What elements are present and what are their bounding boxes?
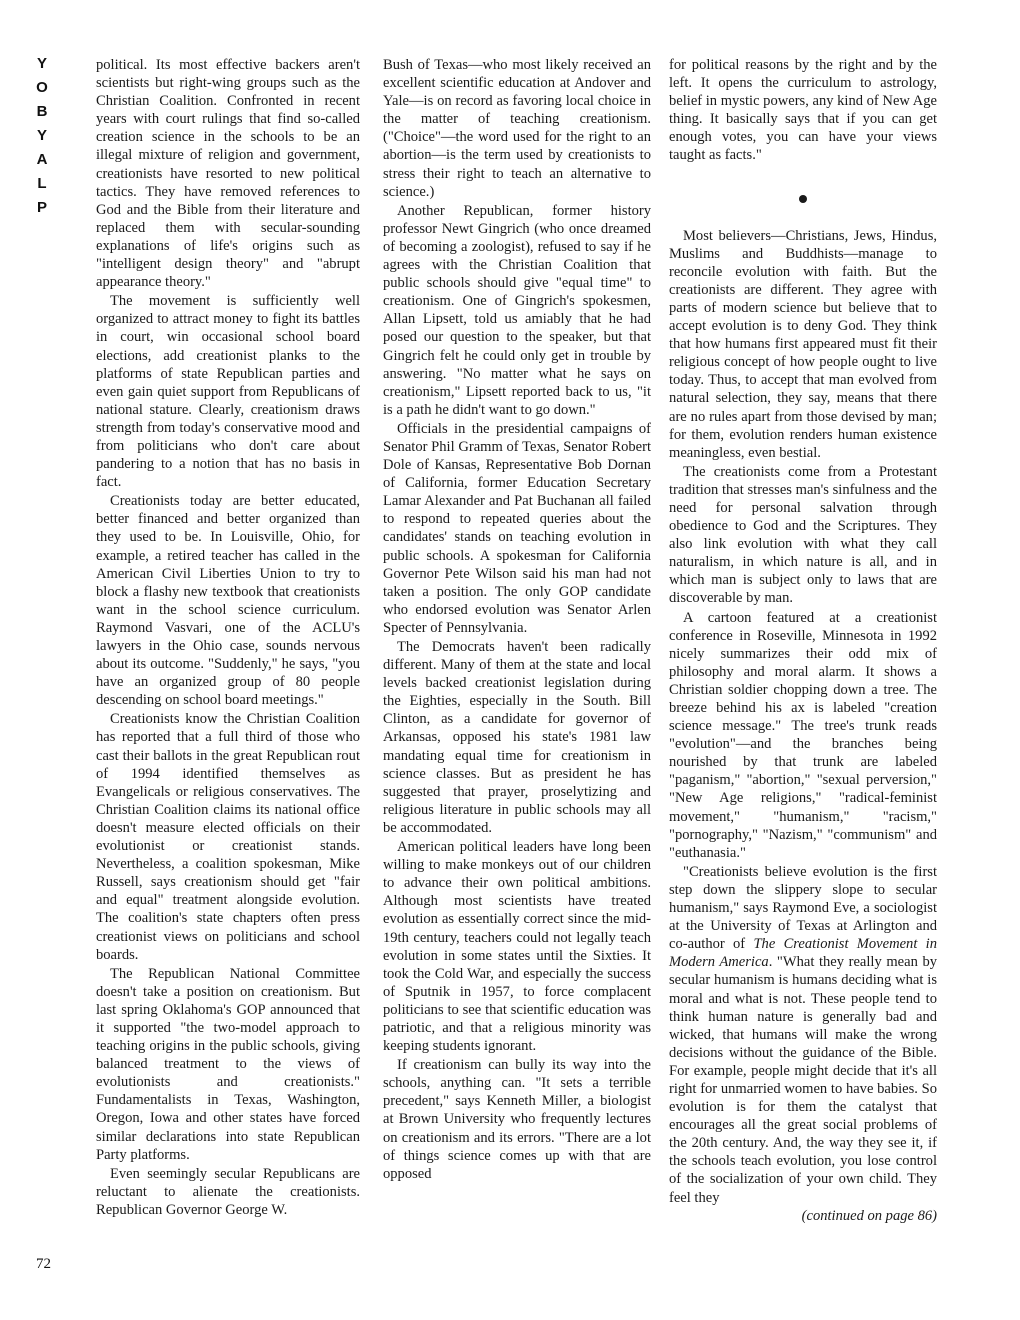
paragraph: The Democrats haven't been radically different. Many of them at the state and local levels backed creationist legislation during the Eighties, especially in the South. Bill Clinton, as a candidate for governor of Arkansas, opposed his state's 1981 law mandating equal time for creationism in science classes. But as president he has suggested that prayer, proselytizing and religious literature in public schools may all be accommodated.	[383, 639, 651, 836]
magazine-masthead	[30, 52, 54, 220]
paragraph: Creationists today are better educated, better financed and better organized than they used to be. In Louisville, Ohio, for example, a retired teacher has called in the American Civil Liberties Union to try to block a flashy new textbook that creationists want in the school science curriculum. Raymond Vasvari, one of the ACLU's lawyers in the Ohio case, sounds nervous about its outcome. "Suddenly," he says, "you have an organized group of 80 people descending on school board meetings."	[96, 493, 360, 709]
masthead-letter: L	[37, 175, 47, 192]
paragraph: American political leaders have long been willing to make monkeys out of our children to advance their own political ambitions. Although most scientists have treated evolution as essentially correct since the mid-19th century, teachers could not legally teach evolution in some states until the Sixties. It took the Cold War, and especially the success of Sputnik in 1957, to force complacent politicians to see that scientific education was patriotic, and that a religious minority was keeping students ignorant.	[383, 839, 651, 1055]
paragraph: Creationists know the Christian Coalition has reported that a full third of those who cast their ballots in the great Republican rout of 1994 identified themselves as Evangelicals or religious conservatives. The Christian Coalition claims its national office doesn't measure elected officials on their evolutionist or creationist stands. Nevertheless, a coalition spokesman, Mike Russell, says creationism should get "fair and equal" treatment alongside evolution. The coalition's state chapters often press creationist views on politicians and school boards.	[96, 711, 360, 963]
text-column-3	[669, 56, 937, 1225]
paragraph: If creationism can bully its way into the schools, anything can. "It sets a terrible precedent," says Kenneth Miller, a biologist at Brown University who frequently lectures on creationism and its errors. "There are a lot of things science comes up with that are opposed	[383, 1057, 651, 1182]
paragraph: The Republican National Committee doesn't take a position on creationism. But last spring Oklahoma's GOP announced that it supported "the two-model approach to teaching origins in the public schools, giving balanced treatment to the views of evolutionists and creationists." Fundamentalists in Texas, Washington, Oregon, Iowa and other states have forced similar declarations into state Republican Party platforms.	[96, 965, 360, 1163]
continued-note: (continued on page 86)	[801, 1207, 937, 1224]
paragraph: Even seemingly secular Republicans are reluctant to alienate the creationists. Republican Governor George W.	[96, 1165, 360, 1218]
paragraph: for political reasons by the right and by the left. It opens the curriculum to astrology, belief in mystic powers, any kind of New Age thing. It basically says that if you can get enough votes, you can have your views taught as facts."	[669, 57, 937, 164]
masthead-letter: B	[36, 103, 48, 120]
text-column-2	[383, 56, 651, 1183]
paragraph: Bush of Texas—who most likely received an excellent scientific education at Andover and Yale—is on record as favoring local choice in the matter of teaching creationism. ("Choice"—the word used for the right to an abortion—is the term used by creationists to stress their right to teach an alternative to science.)	[383, 57, 651, 200]
paragraph: "Creationists believe evolution is the first step down the slippery slope to secular humanism," says Raymond Eve, a sociologist at the University of Texas at Arlington and co-author of The Creationist Movement in Modern America. "What they really mean by secular humanism is humans deciding what is moral and what is not. These people tend to think human nature is generally bad and wicked, that humans will make the wrong decisions without the guidance of the Bible. For example, people might decide that it's all right for unmarried women to have babies. So evolution is for them the catalyst that encourages all the great social problems of the 20th century. And, the way they see it, if the schools teach evolution, you lose control of the socialization of your own child. They feel they	[669, 863, 937, 1206]
paragraph: political. Its most effective backers aren't scientists but right-wing groups such as the Christian Coalition. Confronted in recent years with court rulings that find so-called creation science in the schools to be an illegal mixture of religion and government, creationists have resorted to new political tactics. They have removed references to God and the Bible from their literature and replaced them with secular-sounding explanations of life's origins such as "intelligent design theory" and "abrupt appearance theory."	[96, 57, 360, 291]
page-number: 72	[36, 1256, 51, 1272]
paragraph: A cartoon featured at a creationist conference in Roseville, Minnesota in 1992 nicely summarizes their odd mix of philosophy and moral alarm. It shows a Christian soldier chopping down a tree. The breeze behind his ax is labeled "creation science message." The tree's trunk reads "evolution"—and the branches being nourished by that trunk are labeled "paganism," "abortion," "sexual perversion," "New Age religions," "radical-feminist movement," "humanism," "racism," "pornography," "Nazism," "communism" and "euthanasia."	[669, 609, 937, 861]
paragraph: The movement is sufficiently well organized to attract money to fight its battles in court, win occasional school board elections, add creationist planks to the platforms of state Republican parties and even gain quiet support from Republicans of national stature. Clearly, creationism draws strength from today's conservative mood and from politicians who don't care about pandering to a notion that has no basis in fact.	[96, 293, 360, 491]
masthead-letter: P	[36, 199, 47, 216]
paragraph: Most believers—Christians, Jews, Hindus, Muslims and Buddhists—manage to reconcile evolution with faith. But the creationists are different. They agree with parts of modern science but believe that to accept evolution is to deny God. They think that how humans first appeared must fit their religious concept of how people ought to live today. Thus, to accept that man evolved from natural selection, they say, means that there are no rules apart from those devised by man; for them, evolution renders human existence meaningless, even bestial.	[669, 227, 937, 461]
paragraph: The creationists come from a Protestant tradition that stresses man's sinfulness and the need for personal salvation through obedience to God and the Scriptures. They also link evolution with what they call naturalism, in which nature is all, and in which man is subject only to laws that are discoverable by man.	[669, 463, 937, 607]
section-break-bullet	[799, 195, 807, 203]
paragraph: Officials in the presidential campaigns of Senator Phil Gramm of Texas, Senator Robert Dole of Kansas, Representative Bob Dornan of California, former Education Secretary Lamar Alexander and Pat Buchanan all failed to respond to repeated queries about the candidates' stands on teaching evolution in public schools. A spokesman for California Governor Pete Wilson said his man had not taken a position. The only GOP candidate who endorsed evolution was Senator Arlen Specter of Pennsylvania.	[383, 420, 651, 636]
text-column-1	[96, 56, 360, 1219]
masthead-letter: A	[36, 151, 48, 168]
masthead-letter: Y	[36, 55, 47, 72]
column-3-top	[669, 56, 937, 165]
book-title: The Creationist Movement in Modern America	[669, 936, 937, 971]
masthead-letter: O	[36, 79, 48, 96]
paragraph: Another Republican, former history professor Newt Gingrich (who once dreamed of becoming a zoologist), refused to say if he agrees with the Christian Coalition that public schools should give "equal time" to creationism. One of Gingrich's spokesmen, Allan Lipsett, told us amiably that he had posed our question to the speaker, but that Gingrich felt he could only get in trouble by answering. "No matter what he says on creationism," Lipsett reported back to us, "it is a path he didn't want to go down."	[383, 202, 651, 418]
column-3-bottom	[669, 227, 937, 1207]
masthead-letter: Y	[36, 127, 47, 144]
